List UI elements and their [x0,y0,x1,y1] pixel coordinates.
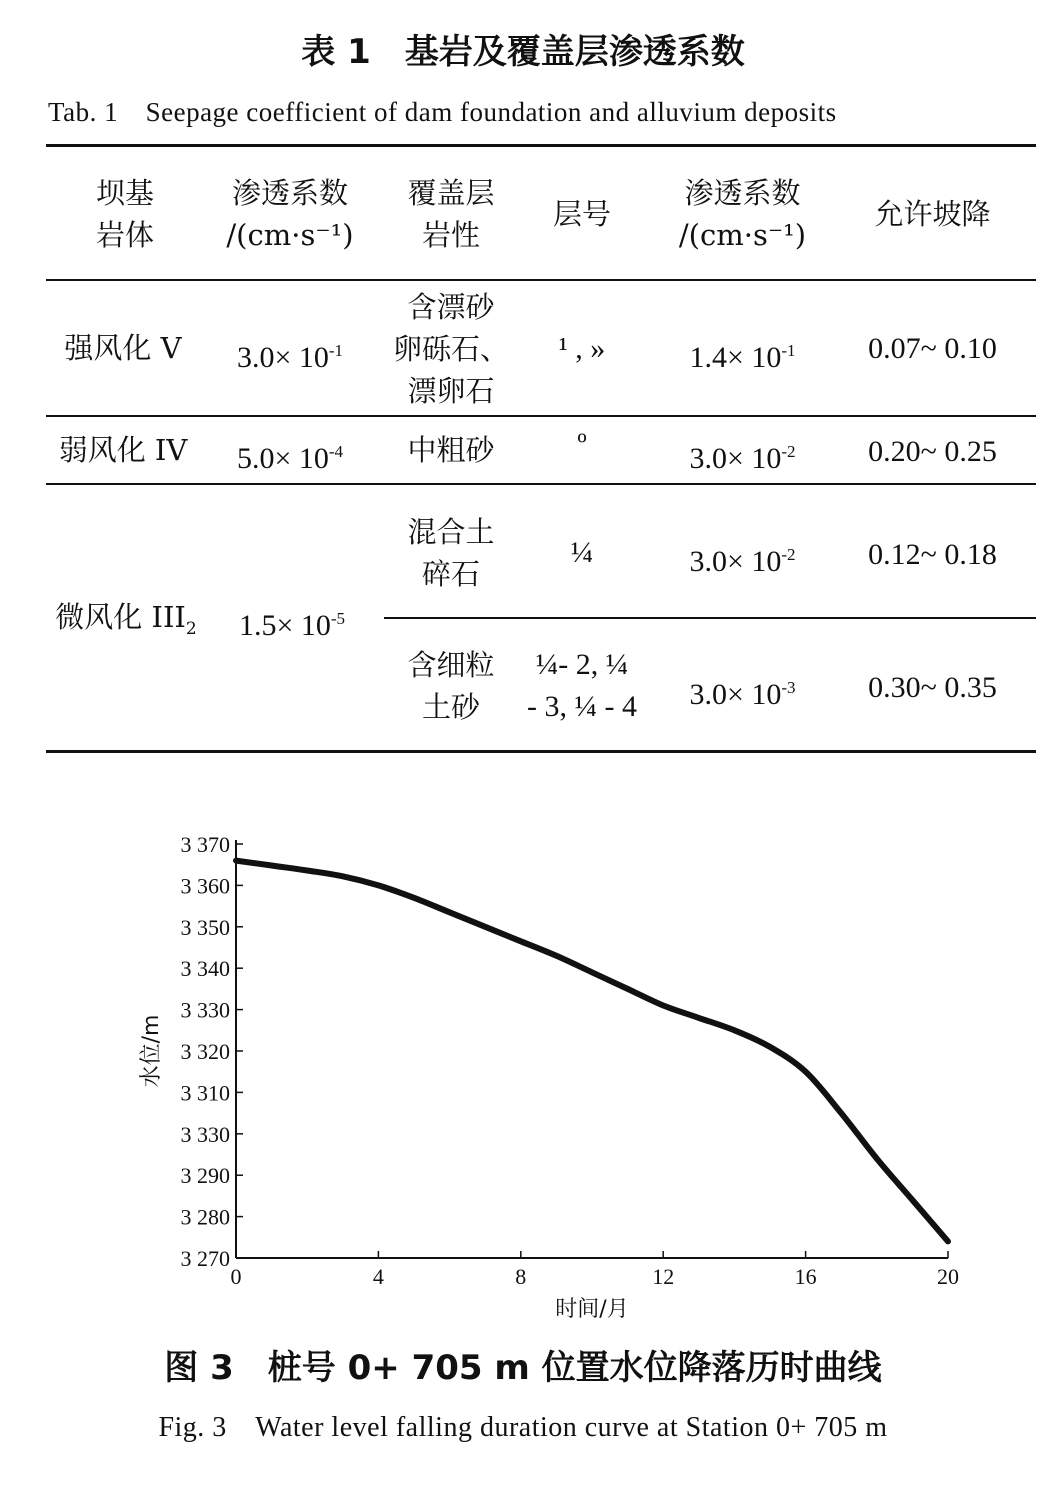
header-k1: 渗透系数 /(cm·s⁻¹) [226,176,354,252]
table-row-rule-1 [46,415,1036,417]
row2-gradient: 0.20~ 0.25 [868,435,997,468]
y-tick-label: 3 310 [180,1080,230,1106]
series-line-0 [236,861,948,1242]
row3-gradient: 0.12~ 0.18 [868,538,997,571]
row4-k2: $3.0\times 10^{-3}$ [689,678,796,711]
table-title-en: Tab. 1 Seepage coefficient of dam foundation and alluvium deposits [48,97,837,127]
row2-k1: $5.0\times 10^{-4}$ [236,442,344,475]
row1-k1: $3.0\times 10^{-1}$ [236,341,344,374]
row3-lithology: 混合土 碎石 [407,515,495,591]
figure-title-cn: 图 3 桩号 0+ 705 m 位置水位降落历时曲线 [164,1348,882,1388]
row4-layer: ¼- 2, ¼ - 3, ¼ - 4 [527,648,637,723]
row3-rock: 微风化 $III_2$ [55,600,197,639]
table-row-rule-2 [46,483,1036,485]
y-tick-label: 3 330 [180,997,230,1023]
y-tick-label: 3 360 [180,873,230,899]
x-tick-label: 16 [794,1264,817,1289]
y-tick-label: 3 270 [180,1246,230,1271]
row1-k2: $1.4\times 10^{-1}$ [689,341,796,374]
row1-lithology: 含漂砂 卵砾石、 漂卵石 [392,290,509,408]
row2-layer: º [577,428,587,461]
row2-rock: 弱风化 IV [58,433,188,467]
table-title-cn: 表 1 基岩及覆盖层渗透系数 [301,32,745,72]
row3-layer: ¼ [570,536,594,569]
row1-layer: ¹ , » [558,332,606,365]
row2-lithology: 中粗砂 [407,433,495,467]
y-tick-label: 3 350 [180,914,230,940]
x-tick-label: 12 [652,1264,675,1289]
x-tick-label: 4 [372,1264,384,1289]
header-gradient: 允许坡降 [874,197,991,231]
header-k2: 渗透系数 /(cm·s⁻¹) [678,176,807,252]
table-bottom-rule [46,750,1036,753]
figure-title-en: Fig. 3 Water level falling duration curve at Station 0+ 705 m [158,1412,888,1443]
x-tick-label: 0 [230,1264,242,1289]
y-tick-label: 3 290 [180,1163,230,1189]
y-tick-label: 3 330 [180,1121,230,1147]
row1-gradient: 0.07~ 0.10 [868,332,997,365]
row4-gradient: 0.30~ 0.35 [868,671,997,704]
y-axis-label: 水位/m [139,1014,164,1088]
table-header-rule [46,279,1036,281]
header-rock: 坝基 岩体 [95,176,154,252]
row2-k2: $3.0\times 10^{-2}$ [689,442,796,475]
row1-rock: 强风化 V [64,331,182,365]
water-level-chart [0,820,1046,1320]
header-lithology: 覆盖层 岩性 [407,176,495,252]
y-tick-label: 3 370 [180,832,230,857]
row3-k1: $1.5\times 10^{-5}$ [238,609,346,642]
row4-lithology: 含细粒 土砂 [407,648,495,724]
row3-k2: $3.0\times 10^{-2}$ [689,545,796,578]
table-top-rule [46,144,1036,147]
header-layer: 层号 [552,197,611,231]
x-axis-label: 时间/月 [555,1297,629,1320]
y-tick-label: 3 320 [180,1039,230,1064]
x-tick-label: 20 [937,1264,959,1289]
y-tick-label: 3 340 [180,956,230,982]
table-subrow-rule [384,617,1036,619]
x-tick-label: 8 [515,1264,527,1289]
y-tick-label: 3 280 [180,1204,230,1230]
